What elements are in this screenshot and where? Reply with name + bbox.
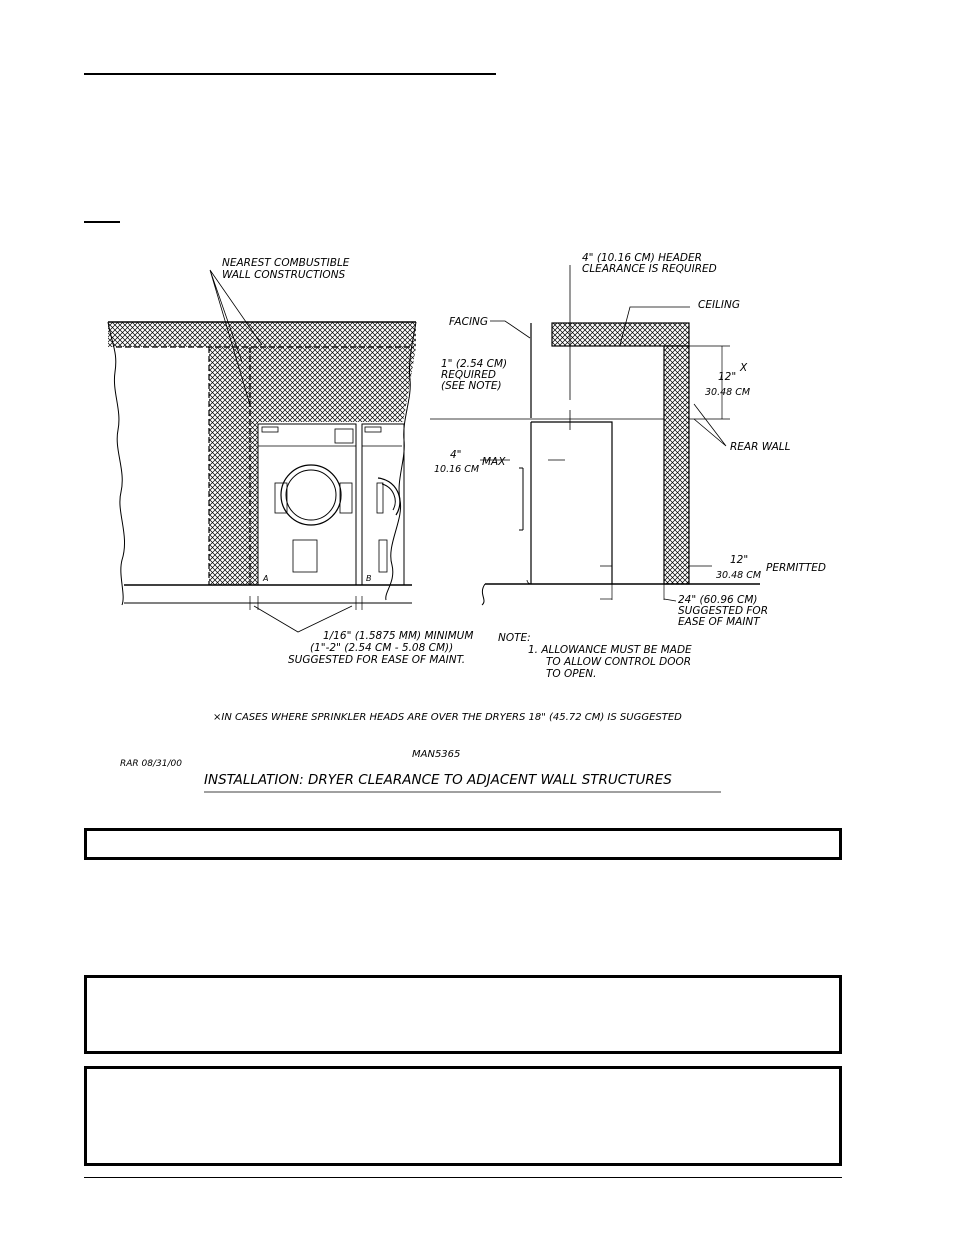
label-twelve-in: 12"	[718, 371, 737, 383]
footer-rule	[84, 1177, 842, 1178]
label-drawing-no: MAN5365	[412, 749, 461, 760]
label-note-1: 1. ALLOWANCE MUST BE MADE	[528, 644, 692, 656]
marker-b: B	[366, 574, 372, 583]
label-twelve-cm: 30.48 CM	[705, 387, 751, 398]
label-four-cm: 10.16 CM	[434, 464, 480, 475]
label-header-clearance-1: 4" (10.16 CM) HEADER	[582, 252, 702, 264]
label-one-inch-2: REQUIRED	[441, 369, 496, 381]
label-note-2: TO ALLOW CONTROL DOOR	[546, 656, 692, 668]
label-suggested-2: SUGGESTED FOR	[678, 605, 768, 617]
label-ceiling: CEILING	[698, 299, 740, 311]
label-one-inch-3: (SEE NOTE)	[441, 380, 502, 392]
warning-box-2	[84, 1066, 842, 1166]
diagram-caption: INSTALLATION: DRYER CLEARANCE TO ADJACENT WALL STRUCTURES	[204, 772, 672, 788]
label-rear-wall: REAR WALL	[730, 441, 791, 453]
label-x-mark: X	[740, 362, 748, 374]
marker-a: A	[263, 574, 269, 583]
label-header-clearance-2: CLEARANCE IS REQUIRED	[582, 263, 717, 275]
label-facing: FACING	[449, 316, 489, 328]
label-gap-2: (1"-2" (2.54 CM - 5.08 CM))	[310, 642, 454, 654]
label-sprinkler: ×IN CASES WHERE SPRINKLER HEADS ARE OVER THE DRYERS 18" (45.72 CM) IS SUGGESTED	[213, 712, 682, 723]
label-nearest-combustible-1: NEAREST COMBUSTIBLE	[222, 257, 350, 269]
label-author-date: RAR 08/31/00	[120, 759, 182, 769]
label-gap-3: SUGGESTED FOR EASE OF MAINT.	[288, 654, 466, 666]
label-note-3: TO OPEN.	[546, 668, 597, 680]
warning-box-1	[84, 975, 842, 1054]
label-suggested-1: 24" (60.96 CM)	[678, 594, 758, 606]
info-box-1	[84, 828, 842, 860]
label-note-title: NOTE:	[498, 632, 531, 644]
label-permitted: PERMITTED	[766, 562, 826, 574]
label-four-in: 4"	[450, 449, 462, 461]
label-max: MAX	[482, 456, 506, 468]
label-permitted-in: 12"	[730, 554, 749, 566]
label-suggested-3: EASE OF MAINT	[678, 616, 760, 628]
label-nearest-combustible-2: WALL CONSTRUCTIONS	[222, 269, 346, 281]
label-permitted-cm: 30.48 CM	[716, 570, 762, 581]
label-one-inch-1: 1" (2.54 CM)	[441, 358, 508, 370]
label-gap-1: 1/16" (1.5875 MM) MINIMUM	[323, 630, 474, 642]
